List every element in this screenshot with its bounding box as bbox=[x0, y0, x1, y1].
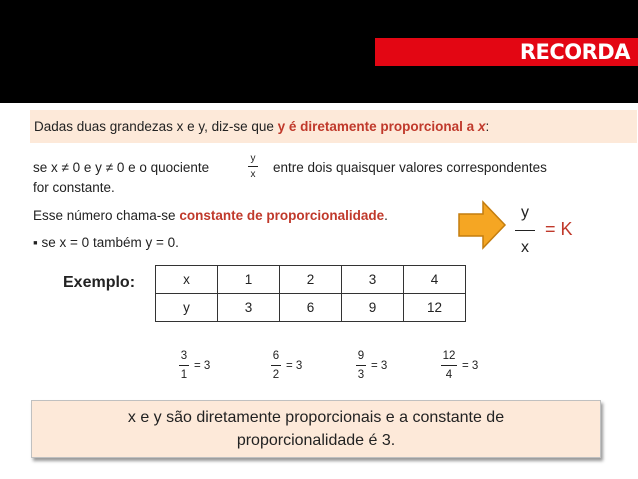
constant-definition bbox=[33, 208, 388, 223]
ratio-item bbox=[178, 350, 210, 381]
ratio-denominator: 1 bbox=[180, 369, 188, 381]
formula-fraction bbox=[512, 204, 538, 257]
table-cell: 3 bbox=[342, 266, 404, 294]
condition-line-2: for constante. bbox=[33, 180, 115, 195]
constant-suffix: . bbox=[384, 208, 388, 223]
ratio-result: = 3 bbox=[286, 359, 303, 372]
ratio-result: = 3 bbox=[194, 359, 211, 372]
arrow-right-icon bbox=[457, 200, 507, 250]
ratio-bar bbox=[356, 365, 366, 366]
ratio-denominator: 4 bbox=[445, 369, 453, 381]
table-row bbox=[156, 266, 466, 294]
quotient-fraction bbox=[247, 153, 259, 180]
formula-rhs: = K bbox=[545, 219, 573, 239]
table-cell: 2 bbox=[280, 266, 342, 294]
ratio-numerator: 3 bbox=[180, 350, 188, 362]
table-cell: 9 bbox=[342, 294, 404, 322]
formula-bar bbox=[515, 230, 535, 231]
table-cell: 1 bbox=[218, 266, 280, 294]
table-cell: 6 bbox=[280, 294, 342, 322]
recorda-badge: RECORDA bbox=[375, 38, 638, 66]
definition-intro bbox=[30, 110, 637, 143]
zero-rule: ▪ se x = 0 também y = 0. bbox=[33, 235, 179, 250]
ratio-bar bbox=[179, 365, 189, 366]
table-cell: y bbox=[156, 294, 218, 322]
constant-term: constante de proporcionalidade bbox=[179, 208, 385, 223]
table-row bbox=[156, 294, 466, 322]
condition-line-start: se x ≠ 0 e y ≠ 0 e o quociente bbox=[33, 160, 210, 175]
conclusion-box bbox=[31, 400, 601, 458]
example-label: Exemplo: bbox=[63, 274, 136, 291]
table-cell: 4 bbox=[404, 266, 466, 294]
intro-suffix: : bbox=[485, 119, 490, 134]
conclusion-line-1: x e y são diretamente proporcionais e a constante de bbox=[127, 409, 505, 426]
ratio-denominator: 3 bbox=[357, 369, 365, 381]
example-table bbox=[155, 265, 466, 322]
ratio-fraction bbox=[440, 350, 458, 381]
table-cell: 12 bbox=[404, 294, 466, 322]
table-cell: x bbox=[156, 266, 218, 294]
intro-prefix: Dadas duas grandezas x e y, diz-se que bbox=[34, 119, 278, 134]
quotient-denominator: x bbox=[250, 169, 256, 180]
ratio-numerator: 9 bbox=[357, 350, 365, 362]
condition-line-end: entre dois quaisquer valores correspondentes bbox=[273, 160, 547, 175]
ratio-item bbox=[440, 350, 478, 381]
quotient-numerator: y bbox=[250, 153, 256, 164]
ratio-bar bbox=[271, 365, 281, 366]
formula-denominator: x bbox=[521, 239, 529, 256]
conclusion-line-2: proporcionalidade é 3. bbox=[236, 432, 396, 449]
table-cell: 3 bbox=[218, 294, 280, 322]
ratio-bar bbox=[441, 365, 457, 366]
ratio-result: = 3 bbox=[371, 359, 388, 372]
ratio-numerator: 6 bbox=[272, 350, 280, 362]
ratio-fraction bbox=[178, 350, 190, 381]
formula-numerator: y bbox=[521, 204, 529, 221]
constant-prefix: Esse número chama-se bbox=[33, 208, 180, 223]
ratio-item bbox=[270, 350, 302, 381]
ratio-fraction bbox=[355, 350, 367, 381]
ratio-fraction bbox=[270, 350, 282, 381]
intro-highlight: y é diretamente proporcional a bbox=[277, 119, 478, 134]
ratio-item bbox=[355, 350, 387, 381]
ratio-denominator: 2 bbox=[272, 369, 280, 381]
ratio-result: = 3 bbox=[462, 359, 479, 372]
intro-highlight-x: x bbox=[477, 119, 486, 134]
fraction-bar bbox=[248, 166, 258, 167]
ratio-numerator: 12 bbox=[442, 350, 456, 362]
